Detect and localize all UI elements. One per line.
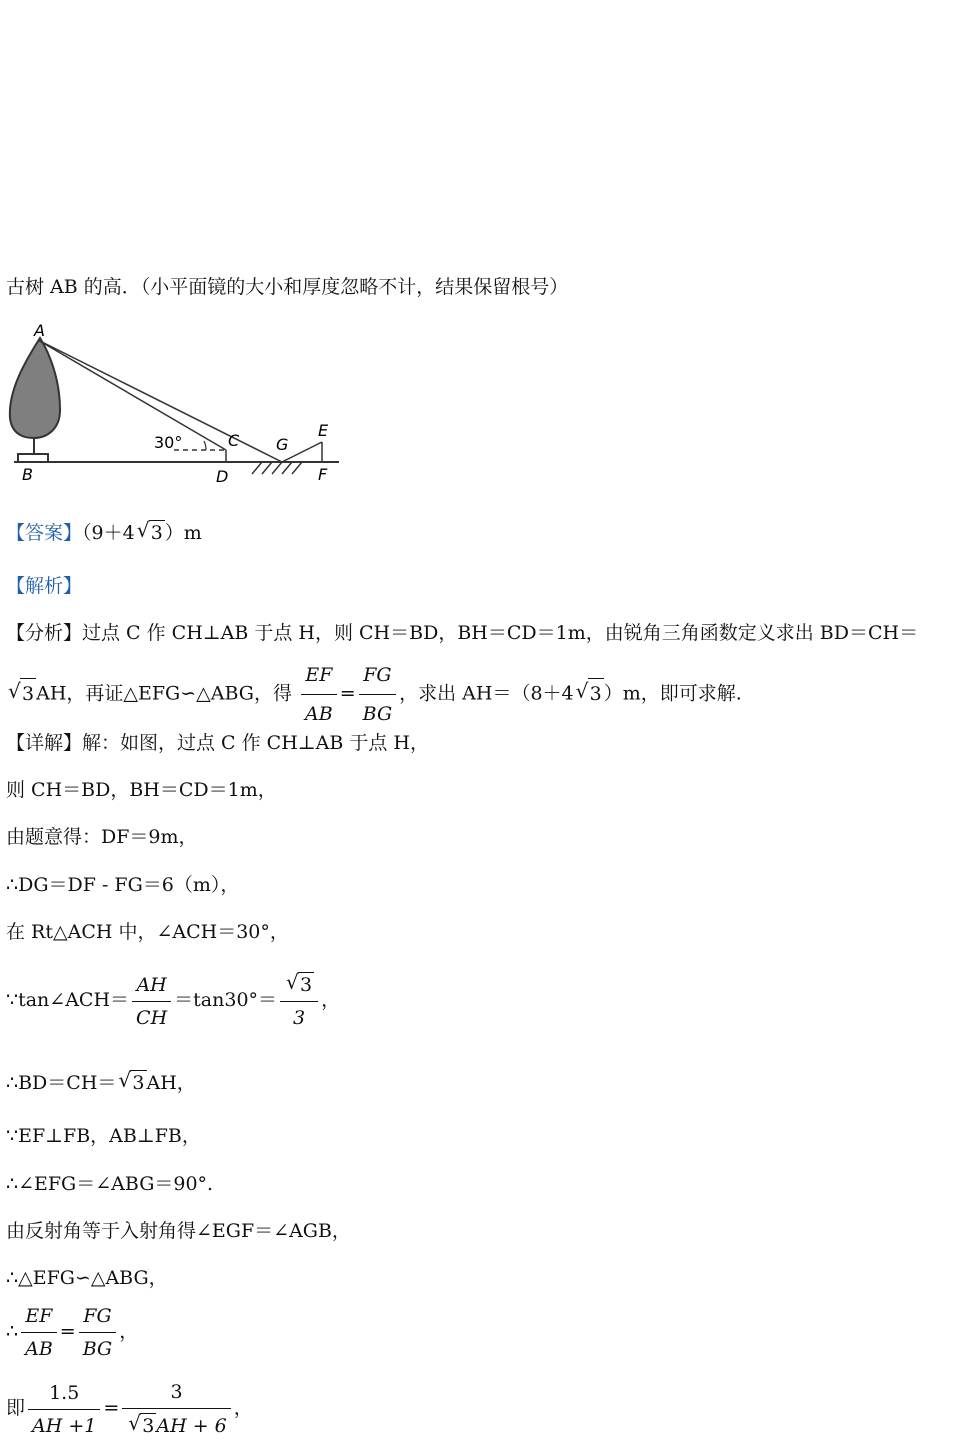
- fenxi-frac1: $\frac{EF}{AB}$: [301, 660, 337, 729]
- xiangjie-line10: 由反射角等于入射角得∠EGF＝∠AGB，: [6, 1220, 351, 1242]
- fenxi-text2a: AH，再证△EFG∽△ABG，得: [36, 682, 292, 705]
- xiangjie-line1: [6, 731, 429, 755]
- fenxi-sqrt1: √ 3: [8, 678, 36, 709]
- fenxi-text1: 过点 C 作 CH⊥AB 于点 H，则 CH＝BD，BH＝CD＝1m，由锐角三角函数定义求出 BD＝CH＝: [82, 622, 919, 644]
- angle-label: 30°: [154, 433, 183, 452]
- xiangjie-line3: 由题意得：DF＝9m，: [6, 826, 198, 848]
- angle-arc: [204, 441, 206, 450]
- label-c: C: [228, 431, 240, 450]
- xiangjie-line8: ∵EF⊥FB，AB⊥FB，: [6, 1125, 201, 1147]
- tree-canopy: [10, 338, 60, 438]
- label-g: G: [276, 435, 289, 454]
- l6-b: ＝tan30°＝: [174, 989, 278, 1011]
- mirror-hatch: [252, 462, 302, 474]
- xiangjie-line11: ∴△EFG∽△ABG，: [6, 1267, 168, 1289]
- fenxi-line1: [6, 621, 918, 645]
- l12-eq: =: [59, 1320, 76, 1343]
- l12-a: ∴: [6, 1320, 19, 1343]
- fenxi-text2c: ）m，即可求解.: [603, 682, 742, 705]
- l6-frac1: $\frac{AH}{CH}$: [132, 973, 171, 1030]
- l7-a: ∴BD＝CH＝: [6, 1072, 117, 1094]
- label-d: D: [216, 467, 229, 486]
- l7-sqrt: √ 3: [118, 1068, 145, 1094]
- answer-sqrt: √ 3: [136, 518, 163, 544]
- fenxi-tag: 【分析】: [6, 622, 83, 644]
- l13-a: 即: [6, 1397, 26, 1419]
- xiangjie-line5: 在 Rt△ACH 中，∠ACH＝30°，: [6, 921, 289, 943]
- l12-frac2: $\frac{FG}{BG}$: [79, 1304, 117, 1361]
- l13-eq: =: [103, 1397, 120, 1419]
- fenxi-line2: [6, 660, 742, 729]
- xiangjie-line12: [6, 1304, 138, 1361]
- l6-c: ，: [321, 989, 341, 1011]
- l7-b: AH，: [146, 1072, 196, 1094]
- label-e: E: [318, 421, 329, 440]
- answer-tag: 【答案】: [6, 522, 83, 544]
- l6-a: ∵tan∠ACH＝: [6, 989, 130, 1011]
- fenxi-frac2: $\frac{FG}{BG}$: [359, 660, 397, 729]
- answer-post: ）m: [164, 522, 202, 544]
- fenxi-sqrt2: √ 3: [576, 678, 604, 709]
- tree-base: [18, 454, 48, 462]
- analysis-tag: 【解析】: [6, 575, 83, 597]
- xiangjie-tag: 【详解】: [6, 732, 83, 754]
- xiangjie-text1: 解：如图，过点 C 作 CH⊥AB 于点 H，: [82, 732, 429, 754]
- problem-stem: 古树 AB 的高．（小平面镜的大小和厚度忽略不计，结果保留根号）: [6, 276, 569, 298]
- label-a: A: [34, 321, 45, 340]
- fenxi-eq: =: [339, 682, 356, 705]
- xiangjie-line6: [6, 972, 340, 1030]
- label-b: B: [22, 465, 33, 484]
- label-f: F: [318, 465, 328, 484]
- l13-frac1: $\frac{1.5}{AH +1}$: [28, 1381, 100, 1438]
- l13-frac2: 3 √ 3 AH + 6: [122, 1380, 230, 1438]
- l13-c: ，: [233, 1397, 253, 1419]
- line-a-c: [38, 340, 226, 450]
- answer-pre: （9＋4: [82, 522, 135, 544]
- answer-line: [6, 520, 202, 545]
- xiangjie-line7: [6, 1070, 196, 1095]
- xiangjie-line4: ∴DG＝DF - FG＝6（m），: [6, 874, 240, 896]
- xiangjie-line9: ∴∠EFG＝∠ABG＝90°.: [6, 1173, 214, 1195]
- l12-frac1: $\frac{EF}{AB}$: [21, 1304, 57, 1361]
- geometry-figure: [4, 320, 354, 490]
- xiangjie-line13: [6, 1380, 253, 1438]
- fenxi-text2b: ，求出 AH＝（8＋4: [399, 682, 574, 705]
- l12-c: ，: [119, 1320, 139, 1343]
- xiangjie-line2: 则 CH＝BD，BH＝CD＝1m，: [6, 779, 277, 801]
- l6-frac2: √ 3 3: [280, 972, 318, 1030]
